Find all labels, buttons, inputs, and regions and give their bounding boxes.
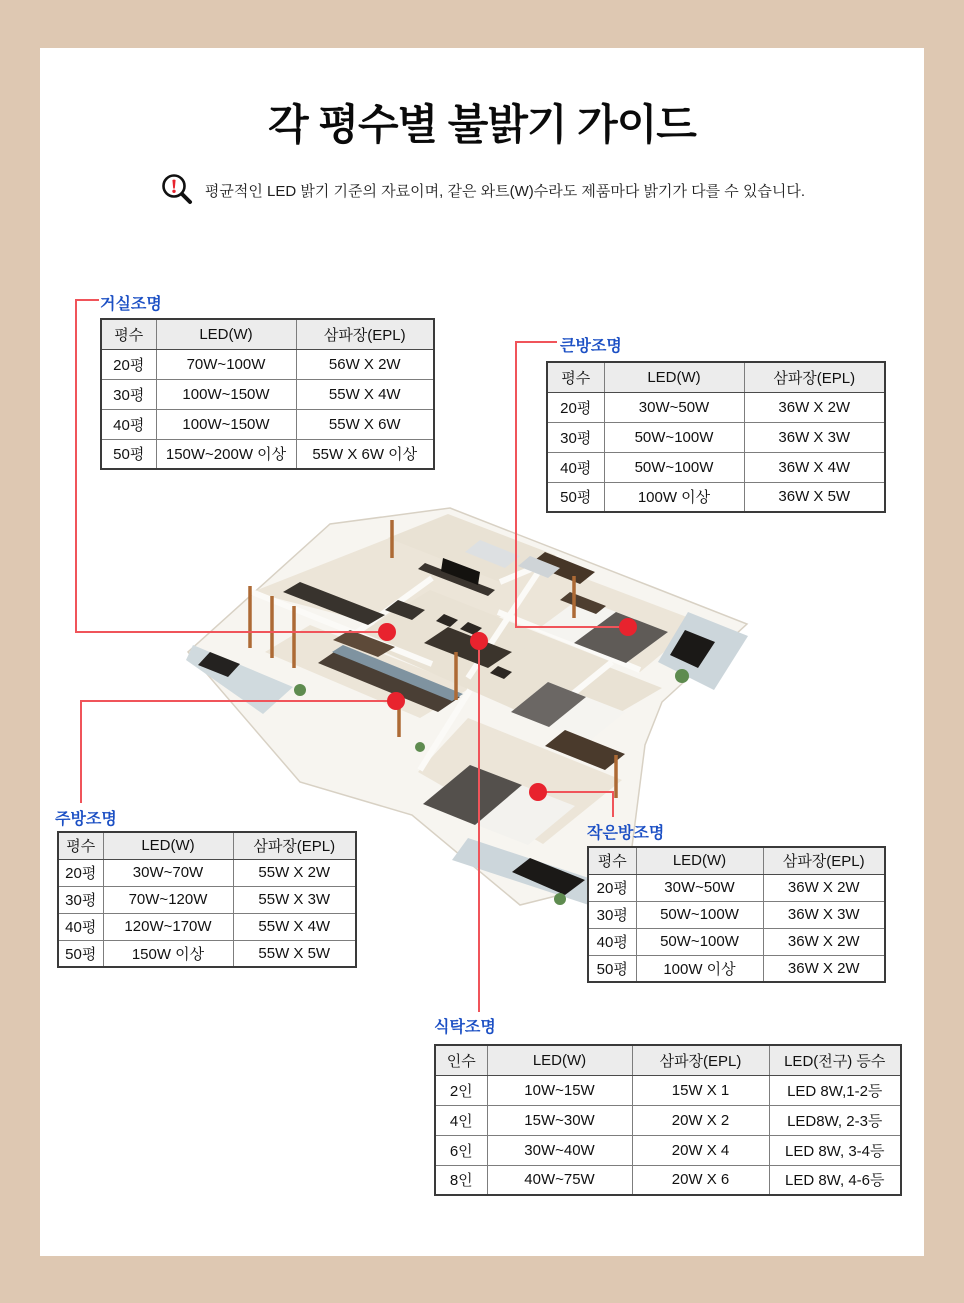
column-header: LED(W): [487, 1045, 632, 1075]
notice-row: [40, 172, 924, 208]
table-cell: 36W X 2W: [744, 392, 885, 422]
table-row: [101, 379, 434, 409]
table-cell: 50W~100W: [604, 422, 744, 452]
column-header: LED(W): [103, 832, 233, 859]
marker-small-room: [529, 783, 547, 801]
table-row: [58, 859, 356, 886]
table-row: [435, 1135, 901, 1165]
column-header: 삼파장(EPL): [296, 319, 434, 349]
table-row: [101, 439, 434, 469]
column-header: 평수: [58, 832, 103, 859]
page-title: 각 평수별 불밝기 가이드: [268, 101, 696, 148]
table-row: [588, 874, 885, 901]
table-cell: 36W X 2W: [763, 874, 885, 901]
table-row: [435, 1105, 901, 1135]
table-cell: 20평: [58, 859, 103, 886]
table-cell: 15W X 1: [632, 1075, 769, 1105]
magnifier-exclamation-icon: [159, 172, 195, 208]
table-row: [101, 349, 434, 379]
table-cell: 100W 이상: [636, 955, 763, 982]
column-header: LED(W): [604, 362, 744, 392]
table-cell: 36W X 2W: [763, 955, 885, 982]
table-cell: LED 8W,1-2등: [769, 1075, 901, 1105]
table-cell: 4인: [435, 1105, 487, 1135]
connector-living-top: [75, 299, 99, 301]
table-row: [435, 1165, 901, 1195]
table-cell: 55W X 6W: [296, 409, 434, 439]
label-kitchen: 주방조명: [55, 811, 117, 828]
table-row: [547, 482, 885, 512]
table-row: [58, 940, 356, 967]
table-row: [588, 901, 885, 928]
table-cell: 30W~40W: [487, 1135, 632, 1165]
marker-living-room: [378, 623, 396, 641]
table-cell: 8인: [435, 1165, 487, 1195]
connector-kitchen-vertical: [80, 700, 82, 803]
table-cell: 36W X 2W: [763, 928, 885, 955]
table-cell: 100W~150W: [156, 379, 296, 409]
column-header: LED(전구) 등수: [769, 1045, 901, 1075]
column-header: LED(W): [636, 847, 763, 874]
table-cell: 30평: [101, 379, 156, 409]
table-cell: 40평: [58, 913, 103, 940]
connector-living-horizontal: [75, 631, 389, 633]
table-living: [100, 318, 435, 470]
table-cell: 20평: [588, 874, 636, 901]
marker-dining: [470, 632, 488, 650]
table-cell: 30W~70W: [103, 859, 233, 886]
table-cell: 30평: [588, 901, 636, 928]
table-cell: 2인: [435, 1075, 487, 1105]
table-cell: LED8W, 2-3등: [769, 1105, 901, 1135]
connector-bigroom-top: [515, 341, 557, 343]
column-header: 평수: [547, 362, 604, 392]
connector-kitchen-horizontal: [81, 700, 397, 702]
table-cell: 40평: [588, 928, 636, 955]
connector-dining-vertical: [478, 641, 480, 1012]
table-cell: 55W X 5W: [233, 940, 356, 967]
column-header: 평수: [588, 847, 636, 874]
table-cell: 50W~100W: [636, 901, 763, 928]
connector-living-vertical: [75, 299, 77, 633]
table-cell: 55W X 4W: [233, 913, 356, 940]
table-cell: 50평: [547, 482, 604, 512]
table-row: [435, 1075, 901, 1105]
table-cell: 40W~75W: [487, 1165, 632, 1195]
table-cell: LED 8W, 4-6등: [769, 1165, 901, 1195]
table-big-room: [546, 361, 886, 513]
label-small-room: 작은방조명: [587, 825, 665, 842]
marker-kitchen: [387, 692, 405, 710]
table-cell: 20평: [101, 349, 156, 379]
table-cell: 36W X 3W: [744, 422, 885, 452]
label-dining: 식탁조명: [434, 1019, 496, 1036]
table-cell: 70W~100W: [156, 349, 296, 379]
table-cell: 55W X 3W: [233, 886, 356, 913]
table-cell: 10W~15W: [487, 1075, 632, 1105]
table-cell: 36W X 3W: [763, 901, 885, 928]
table-cell: 55W X 6W 이상: [296, 439, 434, 469]
column-header: 삼파장(EPL): [763, 847, 885, 874]
table-row: [588, 928, 885, 955]
connector-smallroom-vertical: [612, 791, 614, 817]
table-cell: 40평: [547, 452, 604, 482]
table-cell: 150W~200W 이상: [156, 439, 296, 469]
table-cell: 150W 이상: [103, 940, 233, 967]
connector-smallroom-horizontal: [538, 791, 614, 793]
table-cell: 50W~100W: [636, 928, 763, 955]
table-cell: 30W~50W: [604, 392, 744, 422]
table-cell: 120W~170W: [103, 913, 233, 940]
table-row: [101, 409, 434, 439]
table-row: [58, 886, 356, 913]
table-cell: 56W X 2W: [296, 349, 434, 379]
table-row: [58, 913, 356, 940]
table-cell: 30평: [58, 886, 103, 913]
column-header: 평수: [101, 319, 156, 349]
table-cell: 55W X 2W: [233, 859, 356, 886]
table-cell: 6인: [435, 1135, 487, 1165]
table-cell: 70W~120W: [103, 886, 233, 913]
table-cell: 50평: [588, 955, 636, 982]
table-small-room: [587, 846, 886, 983]
table-cell: 40평: [101, 409, 156, 439]
table-cell: 50평: [101, 439, 156, 469]
column-header: 인수: [435, 1045, 487, 1075]
marker-big-room: [619, 618, 637, 636]
column-header: 삼파장(EPL): [233, 832, 356, 859]
table-cell: 50W~100W: [604, 452, 744, 482]
table-cell: 100W~150W: [156, 409, 296, 439]
label-living: 거실조명: [100, 296, 162, 313]
table-cell: 100W 이상: [604, 482, 744, 512]
table-cell: 36W X 4W: [744, 452, 885, 482]
table-cell: 36W X 5W: [744, 482, 885, 512]
table-cell: LED 8W, 3-4등: [769, 1135, 901, 1165]
table-kitchen: [57, 831, 357, 968]
connector-bigroom-horizontal: [515, 626, 629, 628]
connector-bigroom-vertical: [515, 341, 517, 628]
table-cell: 30W~50W: [636, 874, 763, 901]
table-cell: 20W X 4: [632, 1135, 769, 1165]
table-cell: 15W~30W: [487, 1105, 632, 1135]
column-header: LED(W): [156, 319, 296, 349]
notice-text: 평균적인 LED 밝기 기준의 자료이며, 같은 와트(W)수라도 제품마다 밝기가 다를 수 있습니다.: [204, 182, 806, 200]
table-cell: 20W X 2: [632, 1105, 769, 1135]
table-cell: 55W X 4W: [296, 379, 434, 409]
table-cell: 30평: [547, 422, 604, 452]
table-cell: 50평: [58, 940, 103, 967]
table-row: [588, 955, 885, 982]
table-row: [547, 392, 885, 422]
label-big-room: 큰방조명: [560, 338, 622, 355]
table-row: [547, 422, 885, 452]
table-row: [547, 452, 885, 482]
table-cell: 20평: [547, 392, 604, 422]
column-header: 삼파장(EPL): [632, 1045, 769, 1075]
column-header: 삼파장(EPL): [744, 362, 885, 392]
table-dining: [434, 1044, 902, 1196]
table-cell: 20W X 6: [632, 1165, 769, 1195]
